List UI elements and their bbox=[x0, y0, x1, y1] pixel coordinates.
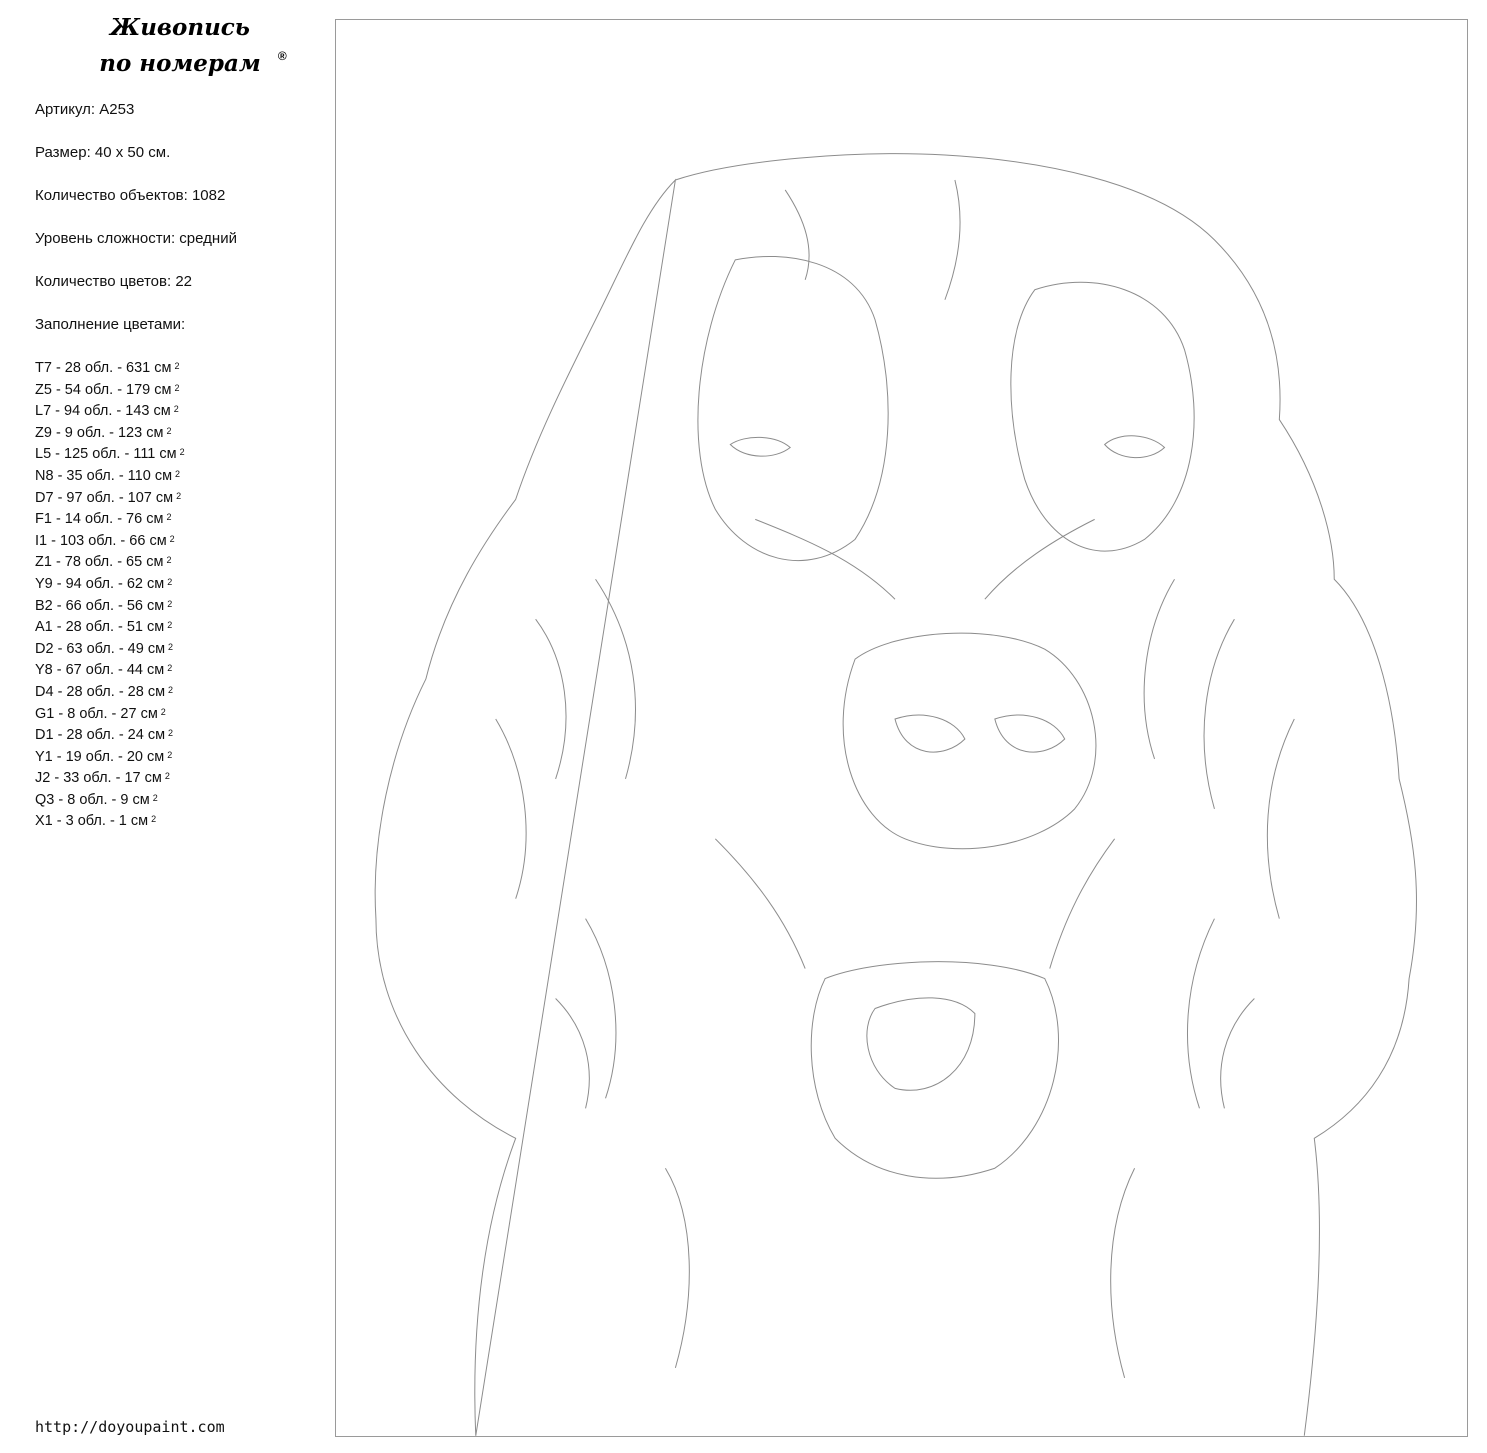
color-item: G1 - 8 обл. - 27 см $^2$ bbox=[35, 705, 166, 722]
color-item: J2 - 33 обл. - 17 см $^2$ bbox=[35, 770, 170, 787]
color-item: Y8 - 67 обл. - 44 см $^2$ bbox=[35, 662, 173, 679]
spec-value: A253 bbox=[99, 101, 135, 118]
color-item: D7 - 97 обл. - 107 см $^2$ bbox=[35, 489, 182, 506]
color-item: L5 - 125 обл. - 111 см $^2$ bbox=[35, 446, 185, 463]
spec-value: 1082 bbox=[191, 187, 226, 204]
color-item: T7 - 28 обл. - 631 см $^2$ bbox=[35, 360, 180, 376]
spec-label: Уровень сложности : bbox=[35, 230, 179, 247]
color-item: D2 - 63 обл. - 49 см $^2$ bbox=[35, 640, 174, 657]
color-item: I1 - 103 обл. - 66 см $^2$ bbox=[35, 532, 175, 549]
spec-label: Размер : bbox=[35, 144, 95, 161]
spec-label: Артикул : bbox=[35, 101, 99, 118]
color-item: X1 - 3 обл. - 1 см $^2$ bbox=[35, 813, 157, 830]
brand-line-1: Живопись bbox=[110, 14, 250, 41]
info-panel bbox=[0, 0, 330, 1453]
spec-label: Количество цветов : bbox=[35, 273, 175, 290]
color-item: L7 - 94 обл. - 143 см $^2$ bbox=[35, 403, 179, 420]
site-link[interactable]: http://doyoupaint.com bbox=[35, 1418, 225, 1436]
color-item: F1 - 14 обл. - 76 см $^2$ bbox=[35, 511, 172, 528]
spec-color-count bbox=[35, 273, 192, 291]
spec-value: средний bbox=[179, 230, 237, 247]
color-item: Y1 - 19 обл. - 20 см $^2$ bbox=[35, 748, 173, 765]
color-item: D1 - 28 обл. - 24 см $^2$ bbox=[35, 727, 174, 744]
color-item: Z9 - 9 обл. - 123 см $^2$ bbox=[35, 424, 172, 441]
brand-logo bbox=[60, 10, 300, 82]
spec-size bbox=[35, 144, 170, 162]
color-item: Y9 - 94 обл. - 62 см $^2$ bbox=[35, 575, 173, 592]
spec-value: 22 bbox=[175, 273, 192, 290]
registered-mark: ® bbox=[277, 49, 287, 63]
brand-line-2-text: по номерам bbox=[99, 50, 261, 77]
coloring-canvas bbox=[335, 19, 1468, 1437]
color-item: A1 - 28 обл. - 51 см $^2$ bbox=[35, 619, 173, 636]
spec-value: 40 x 50 см. bbox=[94, 144, 171, 161]
color-item: Q3 - 8 обл. - 9 см $^2$ bbox=[35, 791, 158, 808]
color-fill-list bbox=[35, 358, 185, 833]
brand-line-2 bbox=[99, 46, 287, 82]
fill-heading: Заполнение цветами: bbox=[35, 316, 186, 333]
spec-object-count bbox=[35, 187, 225, 205]
dog-outline-artwork bbox=[336, 20, 1467, 1436]
color-item: B2 - 66 обл. - 56 см $^2$ bbox=[35, 597, 173, 614]
spec-article bbox=[35, 101, 134, 119]
color-item: D4 - 28 обл. - 28 см $^2$ bbox=[35, 683, 174, 700]
color-item: Z5 - 54 обл. - 179 см $^2$ bbox=[35, 381, 180, 398]
spec-difficulty bbox=[35, 230, 237, 248]
color-item: N8 - 35 обл. - 110 см $^2$ bbox=[35, 467, 181, 484]
color-item: Z1 - 78 обл. - 65 см $^2$ bbox=[35, 554, 172, 571]
spec-label: Количество объектов : bbox=[35, 187, 192, 204]
